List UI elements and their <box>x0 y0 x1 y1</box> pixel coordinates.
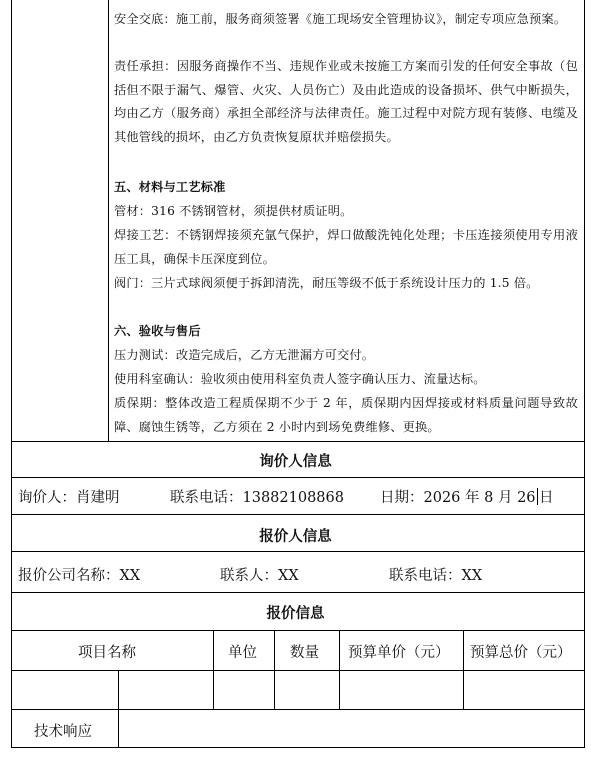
section-6-heading: 六、验收与售后 <box>114 324 201 338</box>
inquirer-name-field <box>18 486 120 507</box>
inquirer-date-field[interactable] <box>380 486 554 507</box>
quote-col-divider <box>274 630 275 709</box>
quote-col-divider <box>118 670 119 748</box>
warranty-paragraph: 质保期：整体改造工程质保期不少于 2 年，质保期内因焊接或材料质量问题导致故障、腐蚀生锈等，乙方须在 2 小时内到场免费维修、更换。 <box>114 396 578 434</box>
inquirer-date-value: 2026 年 8 月 26 <box>423 490 536 506</box>
inquirer-name-label: 询价人： <box>18 490 76 506</box>
quote-col-total-price: 预算总价（元） <box>470 645 572 661</box>
inquirer-section-title: 询价人信息 <box>259 453 332 470</box>
quoter-contact-field <box>220 564 299 585</box>
row-divider <box>11 477 585 478</box>
valve-paragraph: 阀门：三片式球阀须便于拆卸清洗，耐压等级不低于系统设计压力的 1.5 倍。 <box>114 276 539 290</box>
quote-col-divider <box>213 630 214 709</box>
quoter-section-title: 报价人信息 <box>259 528 332 545</box>
frame-left-border <box>11 0 12 748</box>
safety-paragraph: 安全交底：施工前，服务商须签署《施工现场安全管理协议》，制定专项应急预案。 <box>114 12 567 26</box>
quote-section-title: 报价信息 <box>266 605 325 622</box>
row-divider <box>11 670 585 671</box>
dept-confirm-paragraph: 使用科室确认：验收须由使用科室负责人签字确认压力、流量达标。 <box>114 372 486 386</box>
body-column-divider <box>108 0 109 441</box>
quote-col-divider <box>463 630 464 709</box>
quoter-company-label: 报价公司名称： <box>18 568 120 584</box>
liability-paragraph: 责任承担：因服务商操作不当、违规作业或未按施工方案而引发的任何安全事故（包括但不限于漏气、爆管、火灾、人员伤亡）及由此造成的设备损坏、供气中断损失，均由乙方（服务商）承担全部经济与法律责任。施工过程中对院方现有装修、电缆及其他管线的损坏，由乙方负责恢复原状并赔偿损失。 <box>114 59 578 144</box>
quote-col-unit-price: 预算单价（元） <box>348 645 450 661</box>
pipe-paragraph: 管材：316 不锈钢管材，须提供材质证明。 <box>114 204 353 218</box>
row-divider <box>11 709 585 710</box>
quote-col-item-name: 项目名称 <box>78 645 136 661</box>
frame-right-border <box>584 0 585 748</box>
quote-col-unit: 单位 <box>228 645 257 661</box>
row-divider <box>11 551 585 552</box>
quoter-phone-value: XX <box>461 568 483 584</box>
quoter-company-field <box>18 564 140 585</box>
welding-paragraph: 焊接工艺：不锈钢焊接须充氩气保护，焊口做酸洗钝化处理；卡压连接须使用专用液压工具，确保卡压深度到位。 <box>114 228 578 266</box>
row-divider <box>11 592 585 593</box>
quoter-phone-label: 联系电话： <box>389 568 462 584</box>
section-5-heading: 五、材料与工艺标准 <box>114 180 226 194</box>
quote-col-divider <box>339 630 340 709</box>
table-bottom-border <box>11 747 585 748</box>
row-divider <box>11 630 585 631</box>
inquirer-name-value: 肖建明 <box>76 490 120 506</box>
quote-col-quantity: 数量 <box>290 645 319 661</box>
quoter-phone-field <box>389 564 482 585</box>
row-divider <box>11 514 585 515</box>
quoter-contact-value: XX <box>278 568 299 584</box>
text-cursor <box>537 488 539 505</box>
tech-response-label: 技术响应 <box>34 724 92 740</box>
quoter-company-value: XX <box>119 568 141 584</box>
row-divider <box>11 441 585 442</box>
inquirer-phone-label: 联系电话： <box>170 490 243 506</box>
quoter-contact-label: 联系人： <box>220 568 278 584</box>
inquirer-phone-value: 13882108868 <box>242 490 344 506</box>
pressure-paragraph: 压力测试：改造完成后，乙方无泄漏方可交付。 <box>114 348 375 362</box>
inquirer-date-suffix: 日 <box>539 490 554 506</box>
inquirer-phone-field <box>170 486 344 507</box>
inquirer-date-label: 日期： <box>380 490 424 506</box>
